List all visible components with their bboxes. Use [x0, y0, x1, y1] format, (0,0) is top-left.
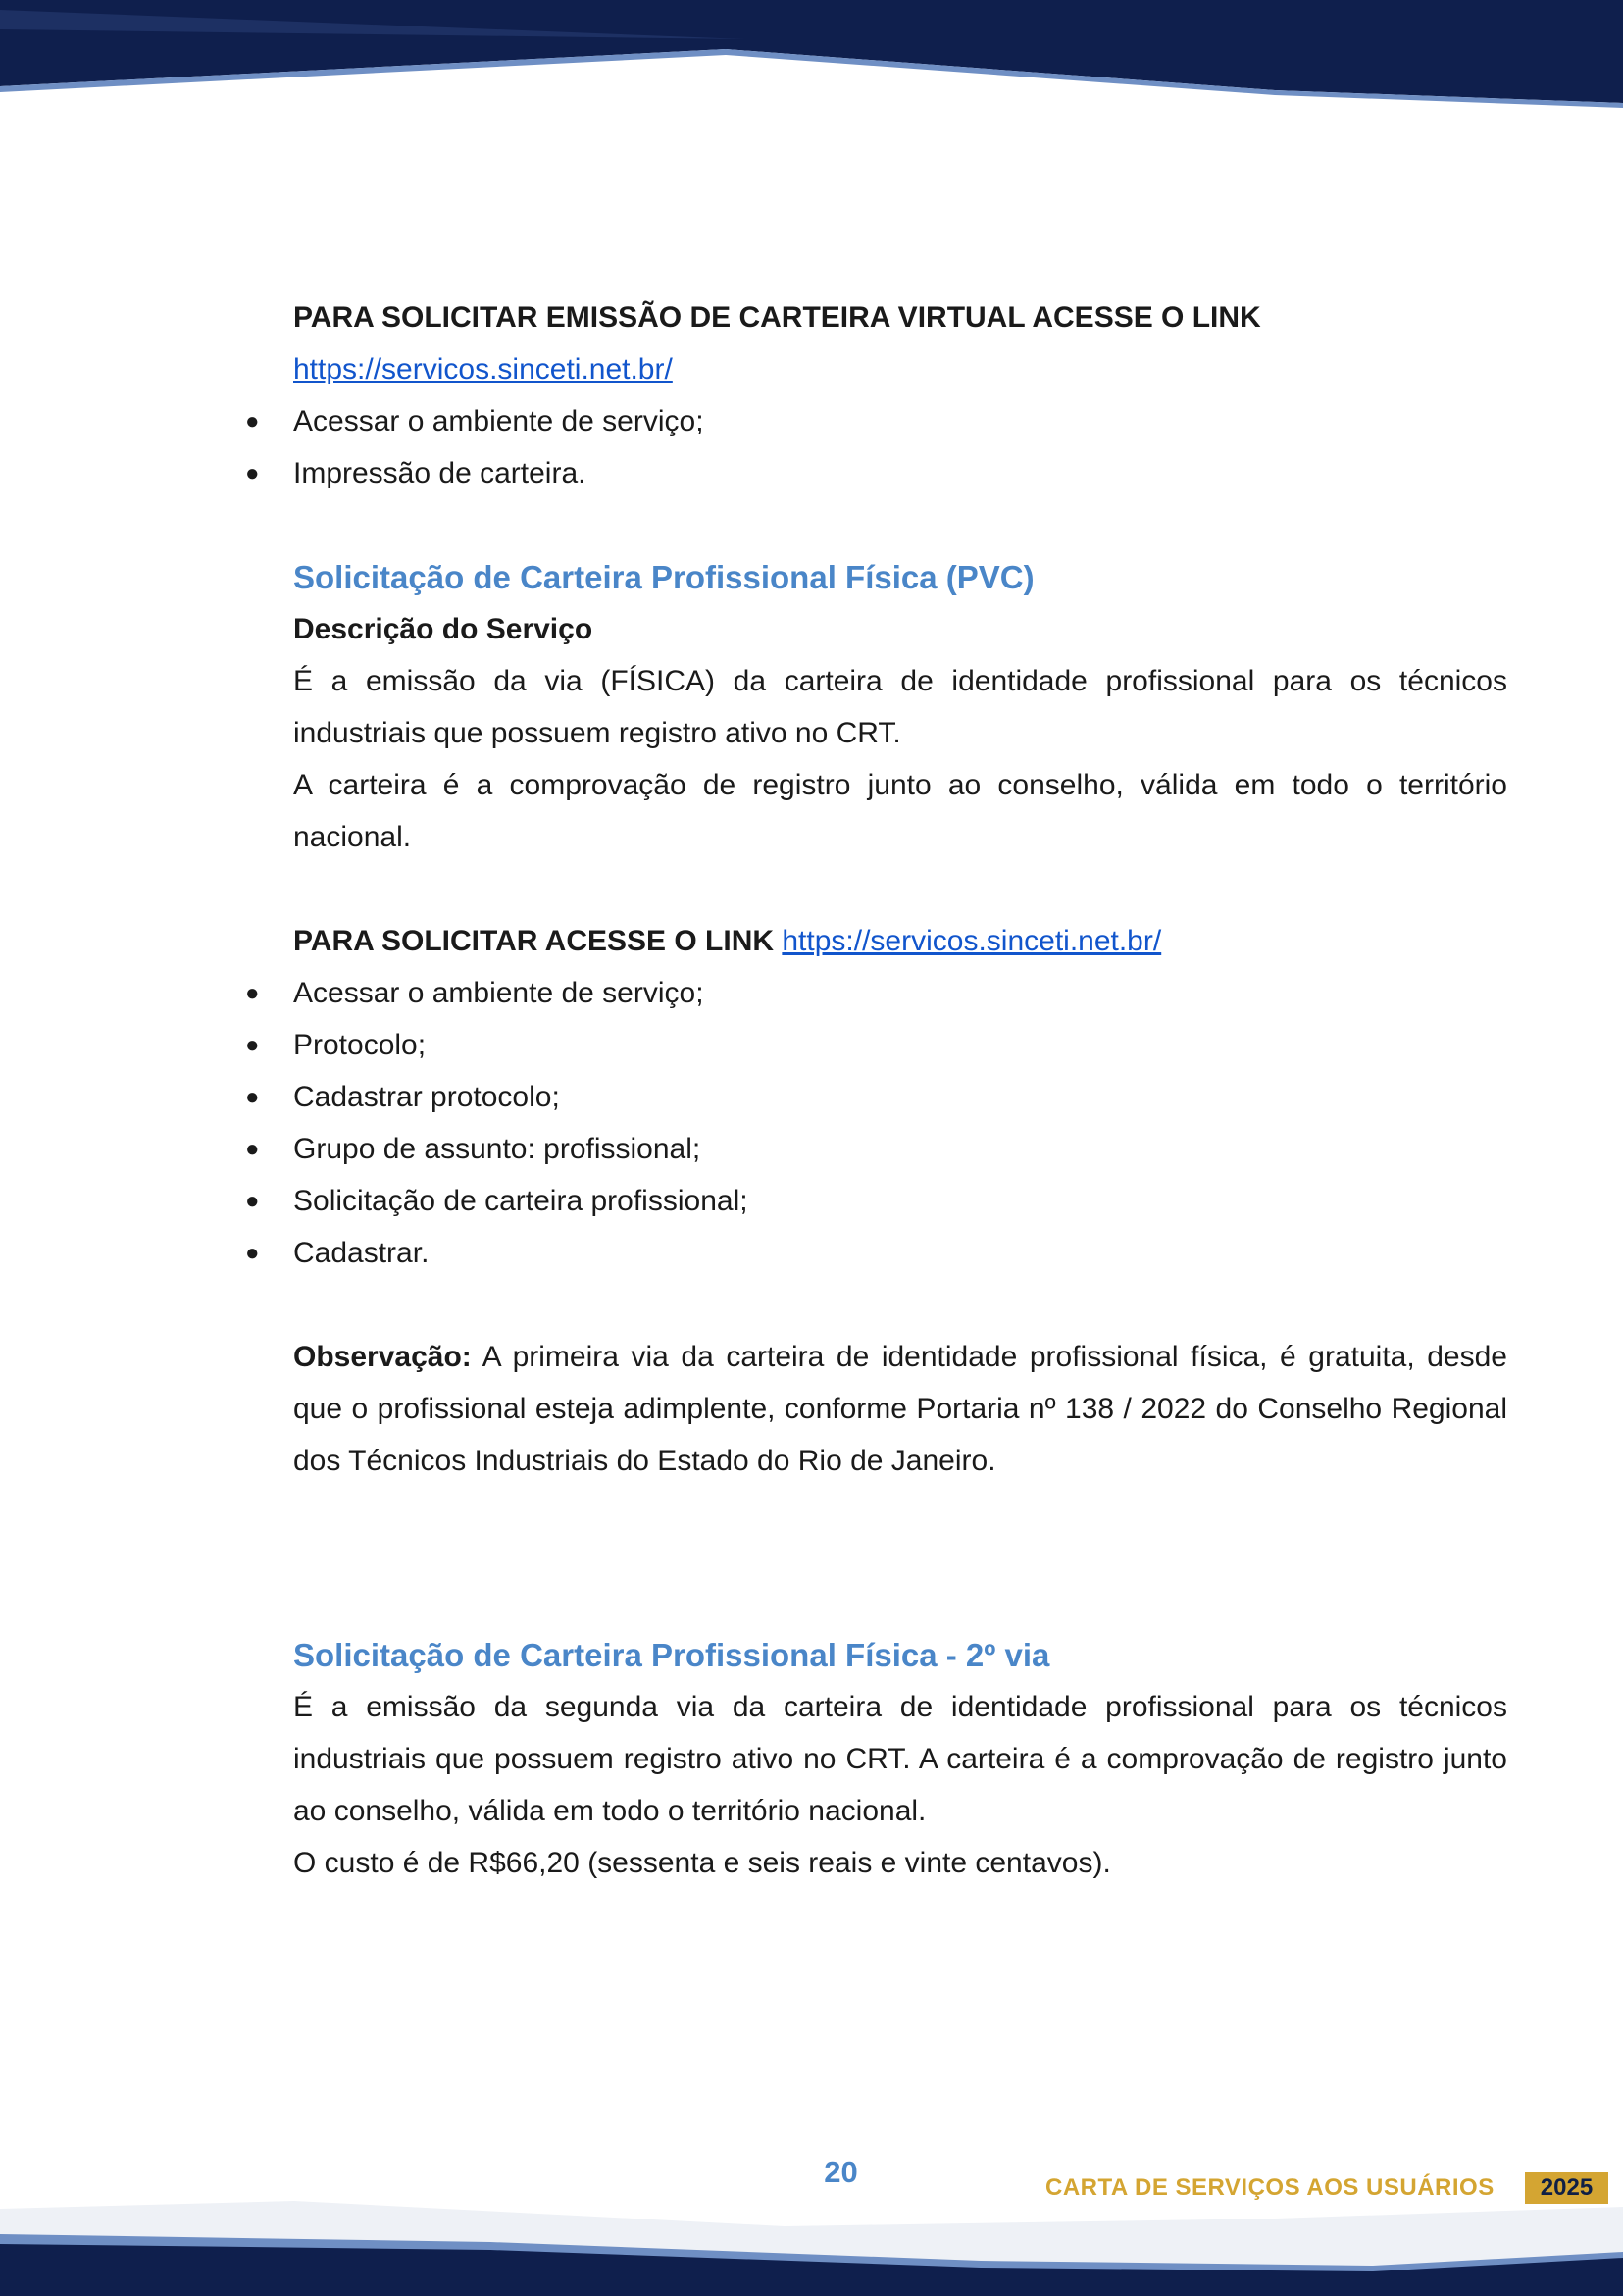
list-item: ● Cadastrar. [293, 1227, 1507, 1279]
list-item: ● Protocolo; [293, 1019, 1507, 1071]
virtual-card-steps [245, 395, 1507, 499]
pvc-section-title: Solicitação de Carteira Profissional Física (PVC) [293, 559, 1035, 595]
pvc-note-label: Observação: [293, 1341, 472, 1373]
bullet-icon: ● [245, 1032, 260, 1058]
page-content [245, 291, 1507, 1889]
second-copy-paragraph-1: É a emissão da segunda via da carteira de identidade profissional para os técnicos industriais que possuem registro ativo no CRT. A carteira é a comprovação de registro junto ao conselho, válida em todo o território nacional. [293, 1691, 1507, 1827]
bullet-icon: ● [245, 408, 260, 434]
bullet-icon: ● [245, 1188, 260, 1214]
second-copy-paragraph-2: O custo é de R$66,20 (sessenta e seis reais e vinte centavos). [293, 1847, 1111, 1879]
footer-year-badge: 2025 [1525, 2172, 1608, 2204]
list-item: ● Acessar o ambiente de serviço; [293, 967, 1507, 1019]
pvc-paragraph-2: A carteira é a comprovação de registro junto ao conselho, válida em todo o território nacional. [293, 769, 1507, 853]
virtual-card-link[interactable]: https://servicos.sinceti.net.br/ [293, 353, 673, 385]
pvc-request-line [293, 915, 1507, 967]
virtual-card-heading: PARA SOLICITAR EMISSÃO DE CARTEIRA VIRTUAL ACESSE O LINK [293, 301, 1261, 333]
bullet-icon: ● [245, 460, 260, 486]
list-item: ● Solicitação de carteira profissional; [293, 1175, 1507, 1227]
list-item: ● Acessar o ambiente de serviço; [293, 395, 1507, 447]
list-item: ● Grupo de assunto: profissional; [293, 1123, 1507, 1175]
pvc-paragraph-1: É a emissão da via (FÍSICA) da carteira de identidade profissional para os técnicos industriais que possuem registro ativo no CRT. [293, 665, 1507, 749]
bullet-icon: ● [245, 1240, 260, 1266]
pvc-section-subtitle: Descrição do Serviço [293, 613, 593, 645]
bullet-icon: ● [245, 980, 260, 1006]
pvc-steps [245, 967, 1507, 1279]
list-item: ● Cadastrar protocolo; [293, 1071, 1507, 1123]
pvc-request-label: PARA SOLICITAR ACESSE O LINK [293, 925, 775, 957]
bullet-icon: ● [245, 1136, 260, 1162]
header-decorative-band [0, 0, 1623, 108]
pvc-note-text: A primeira via da carteira de identidade profissional física, é gratuita, desde que o profissional esteja adimplente, conforme Portaria nº 138 / 2022 do Conselho Regional dos Técnicos Industriais do Estado do Rio de Janeiro. [293, 1341, 1507, 1477]
pvc-request-link[interactable]: https://servicos.sinceti.net.br/ [782, 925, 1162, 957]
pvc-note [293, 1331, 1507, 1487]
footer-title: CARTA DE SERVIÇOS AOS USUÁRIOS [1045, 2174, 1495, 2201]
bullet-icon: ● [245, 1084, 260, 1110]
second-copy-section-title: Solicitação de Carteira Profissional Física - 2º via [293, 1637, 1050, 1673]
list-item: ● Impressão de carteira. [293, 447, 1507, 499]
page-number: 20 [824, 2155, 858, 2189]
virtual-card-link-line [293, 343, 1507, 395]
footer-decorative-band [0, 2187, 1623, 2296]
